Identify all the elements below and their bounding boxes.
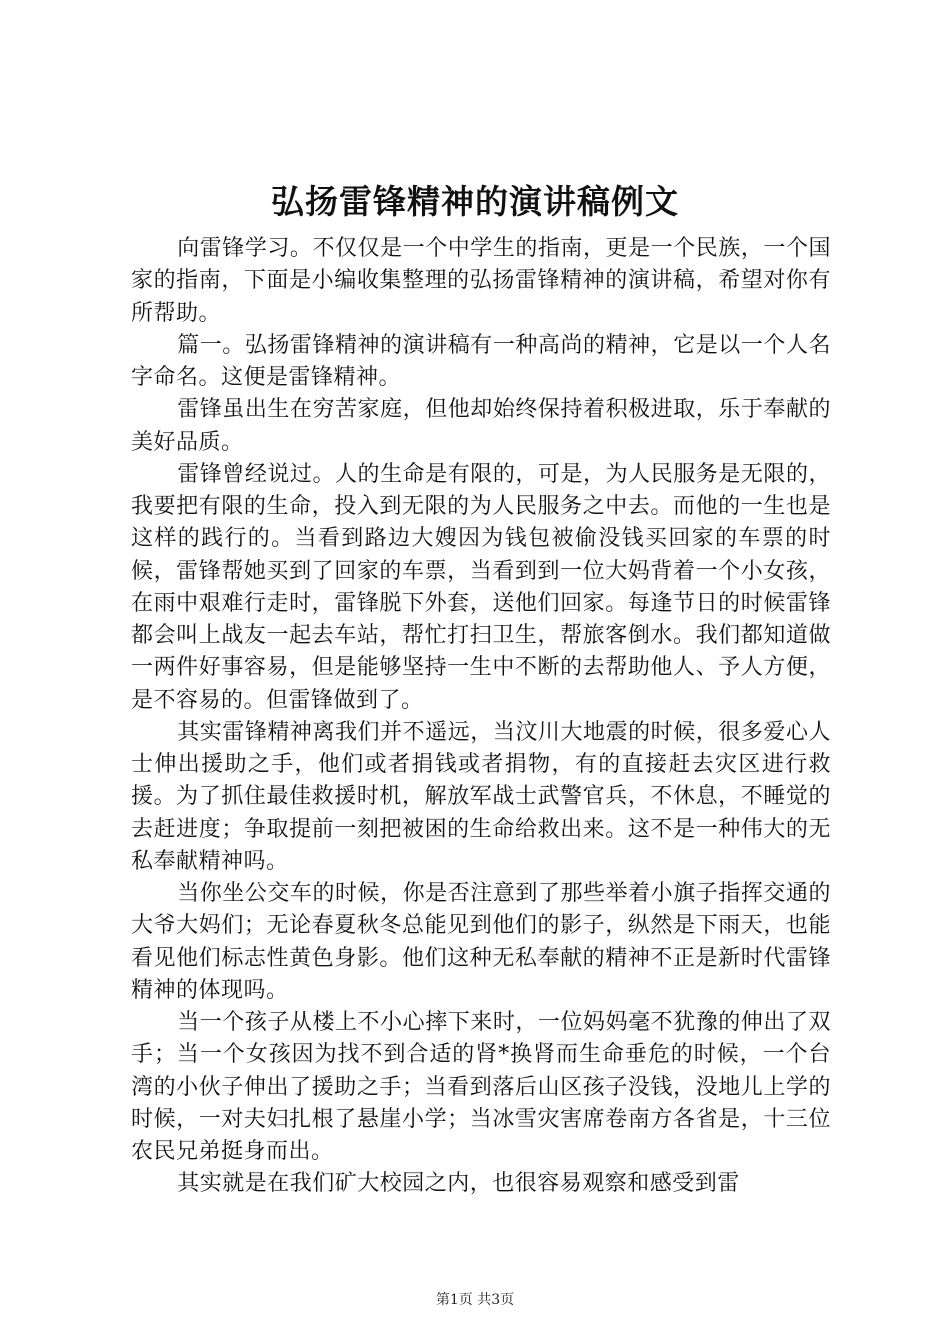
paragraph-background: 雷锋虽出生在穷苦家庭，但他却始终保持着积极进取，乐于奉献的美好品质。 <box>131 397 831 455</box>
paragraph-traffic-volunteers: 当你坐公交车的时候，你是否注意到了那些举着小旗子指挥交通的大爷大妈们；无论春夏秋冬总能见到他们的影子，纵然是下雨天，也能看见他们标志性黄色身影。他们这种无私奉献的精神不正是新时代雷锋精神的体现吗。 <box>131 881 831 1003</box>
paragraph-heroes: 当一个孩子从楼上不小心摔下来时，一位妈妈毫不犹豫的伸出了双手；当一个女孩因为找不到合适的肾*换肾而生命垂危的时候，一个台湾的小伙子伸出了援助之手；当看到落后山区孩子没钱，没地儿上学的时候，一对夫妇扎根了悬崖小学；当冰雪灾害席卷南方各省是，十三位农民兄弟挺身而出。 <box>131 1010 831 1164</box>
paragraph-lei-feng-quote: 雷锋曾经说过。人的生命是有限的，可是，为人民服务是无限的，我要把有限的生命，投入到无限的为人民服务之中去。而他的一生也是这样的践行的。当看到路边大嫂因为钱包被偷没钱买回家的车票的时候，雷锋帮她买到了回家的车票，当看到到一位大妈背着一个小女孩，在雨中艰难行走时，雷锋脱下外套，送他们回家。每逢节日的时候雷锋都会叫上战友一起去车站，帮忙打扫卫生，帮旅客倒水。我们都知道做一两件好事容易，但是能够坚持一生中不断的去帮助他人、予人方便，是不容易的。但雷锋做到了。 <box>131 461 831 713</box>
document-title: 弘扬雷锋精神的演讲稿例文 <box>271 182 679 221</box>
paragraph-earthquake: 其实雷锋精神离我们并不遥远，当汶川大地震的时候，很多爱心人士伸出援助之手，他们或者捐钱或者捐物，有的直接赶去灾区进行救援。为了抓住最佳救援时机，解放军战士武警官兵，不休息，不睡觉的去赶进度；争取提前一刻把被困的生命给救出来。这不是一种伟大的无私奉献精神吗。 <box>131 719 831 874</box>
document-body <box>131 233 831 1201</box>
page-footer: 第1页 共3页 <box>435 1292 515 1308</box>
paragraph-intro: 向雷锋学习。不仅仅是一个中学生的指南，更是一个民族，一个国家的指南，下面是小编收集整理的弘扬雷锋精神的演讲稿，希望对你有所帮助。 <box>131 236 831 326</box>
paragraph-campus: 其实就是在我们矿大校园之内，也很容易观察和感受到雷 <box>177 1171 740 1197</box>
paragraph-part-one: 篇一。弘扬雷锋精神的演讲稿有一种高尚的精神，它是以一个人名字命名。这便是雷锋精神。 <box>131 332 831 390</box>
